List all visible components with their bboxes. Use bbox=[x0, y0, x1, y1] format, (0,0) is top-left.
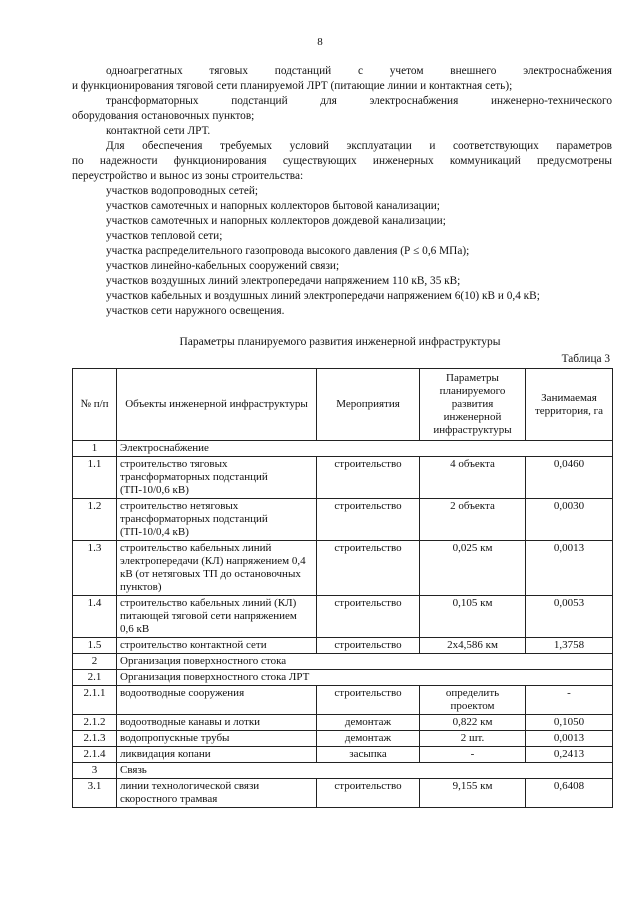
cell-num: 2.1 bbox=[73, 670, 117, 686]
header-num: № п/п bbox=[73, 369, 117, 441]
cell-area: 0,0460 bbox=[526, 457, 613, 499]
cell-area: 0,0053 bbox=[526, 596, 613, 638]
cell-section: Организация поверхностного стока bbox=[117, 654, 613, 670]
cell-num: 1.1 bbox=[73, 457, 117, 499]
table-row bbox=[73, 596, 613, 638]
table-row bbox=[73, 686, 613, 715]
cell-area: 0,2413 bbox=[526, 747, 613, 763]
list-item: участков кабельных и воздушных линий электропередачи напряжением 6(10) кВ и 0,4 кВ; bbox=[106, 290, 540, 302]
cell-params: 4 объекта bbox=[420, 457, 526, 499]
list-item: участков тепловой сети; bbox=[106, 230, 223, 242]
cell-object: водоотводные сооружения bbox=[117, 686, 317, 715]
cell-num: 1 bbox=[73, 441, 117, 457]
cell-object: строительство контактной сети bbox=[117, 638, 317, 654]
list-item: участков сети наружного освещения. bbox=[106, 305, 285, 317]
header-action: Мероприятия bbox=[317, 369, 420, 441]
cell-action: строительство bbox=[317, 541, 420, 596]
cell-params: - bbox=[420, 747, 526, 763]
paragraph: по надежности функционирования существующих инженерных коммуникаций предусмотрены bbox=[72, 155, 612, 167]
body-text bbox=[72, 64, 612, 319]
list-item: участков самотечных и напорных коллекторов дождевой канализации; bbox=[106, 215, 446, 227]
cell-area: 0,0013 bbox=[526, 541, 613, 596]
cell-num: 2.1.4 bbox=[73, 747, 117, 763]
cell-num: 1.3 bbox=[73, 541, 117, 596]
cell-action: строительство bbox=[317, 638, 420, 654]
table-row bbox=[73, 499, 613, 541]
table-section-row bbox=[73, 763, 613, 779]
header-params: Параметры планируемого развития инженерной инфраструктуры bbox=[420, 369, 526, 441]
cell-object: строительство кабельных линий (КЛ) питающей тяговой сети напряжением 0,6 кВ bbox=[117, 596, 317, 638]
table-row bbox=[73, 715, 613, 731]
page-number: 8 bbox=[317, 36, 323, 48]
cell-object: ликвидация копани bbox=[117, 747, 317, 763]
paragraph: трансформаторных подстанций для электроснабжения инженерно-технического bbox=[106, 95, 612, 107]
cell-object: линии технологической связи скоростного трамвая bbox=[117, 779, 317, 808]
list-item: участков самотечных и напорных коллекторов бытовой канализации; bbox=[106, 200, 440, 212]
cell-section: Организация поверхностного стока ЛРТ bbox=[117, 670, 613, 686]
list-item: участков воздушных линий электропередачи напряжением 110 кВ, 35 кВ; bbox=[106, 275, 461, 287]
table-section-row bbox=[73, 670, 613, 686]
cell-num: 1.2 bbox=[73, 499, 117, 541]
cell-object: строительство нетяговых трансформаторных подстанций (ТП-10/0,4 кВ) bbox=[117, 499, 317, 541]
cell-object: водопропускные трубы bbox=[117, 731, 317, 747]
cell-params: определить проектом bbox=[420, 686, 526, 715]
cell-area: 0,0013 bbox=[526, 731, 613, 747]
cell-object: строительство кабельных линий электропередачи (КЛ) напряжением 0,4 кВ (от нетяговых ТП до остановочных пунктов) bbox=[117, 541, 317, 596]
table-title: Параметры планируемого развития инженерной инфраструктуры bbox=[179, 336, 501, 348]
paragraph: оборудования остановочных пунктов; bbox=[72, 110, 255, 122]
table-header-row bbox=[73, 369, 613, 441]
cell-params: 2х4,586 км bbox=[420, 638, 526, 654]
table-section-row bbox=[73, 441, 613, 457]
cell-params: 0,025 км bbox=[420, 541, 526, 596]
cell-action: демонтаж bbox=[317, 715, 420, 731]
cell-num: 1.4 bbox=[73, 596, 117, 638]
header-object: Объекты инженерной инфраструктуры bbox=[117, 369, 317, 441]
cell-action: строительство bbox=[317, 457, 420, 499]
list-item: участка распределительного газопровода высокого давления (Р ≤ 0,6 МПа); bbox=[106, 245, 470, 257]
paragraph: переустройство и вынос из зоны строительства: bbox=[72, 170, 304, 182]
table-row bbox=[73, 779, 613, 808]
paragraph: одноагрегатных тяговых подстанций с учетом внешнего электроснабжения bbox=[106, 65, 612, 77]
cell-area: 0,1050 bbox=[526, 715, 613, 731]
cell-section: Связь bbox=[117, 763, 613, 779]
paragraph: Для обеспечения требуемых условий эксплуатации и соответствующих параметров bbox=[106, 140, 612, 152]
table-section-row bbox=[73, 654, 613, 670]
cell-num: 2.1.2 bbox=[73, 715, 117, 731]
table-row bbox=[73, 457, 613, 499]
cell-action: демонтаж bbox=[317, 731, 420, 747]
list-item: участков линейно-кабельных сооружений связи; bbox=[106, 260, 340, 272]
cell-num: 2 bbox=[73, 654, 117, 670]
cell-action: строительство bbox=[317, 686, 420, 715]
cell-params: 9,155 км bbox=[420, 779, 526, 808]
cell-num: 2.1.1 bbox=[73, 686, 117, 715]
cell-area: 0,6408 bbox=[526, 779, 613, 808]
cell-num: 3 bbox=[73, 763, 117, 779]
cell-num: 3.1 bbox=[73, 779, 117, 808]
cell-action: строительство bbox=[317, 779, 420, 808]
cell-action: строительство bbox=[317, 596, 420, 638]
cell-action: строительство bbox=[317, 499, 420, 541]
table-row bbox=[73, 638, 613, 654]
table-row bbox=[73, 731, 613, 747]
cell-object: водоотводные канавы и лотки bbox=[117, 715, 317, 731]
cell-area: 1,3758 bbox=[526, 638, 613, 654]
cell-action: засыпка bbox=[317, 747, 420, 763]
cell-params: 2 шт. bbox=[420, 731, 526, 747]
infrastructure-table bbox=[72, 368, 613, 808]
list-item: участков водопроводных сетей; bbox=[106, 185, 259, 197]
cell-params: 0,822 км bbox=[420, 715, 526, 731]
table-row bbox=[73, 747, 613, 763]
cell-object: строительство тяговых трансформаторных подстанций (ТП-10/0,6 кВ) bbox=[117, 457, 317, 499]
paragraph: и функционирования тяговой сети планируемой ЛРТ (питающие линии и контактная сеть); bbox=[72, 80, 513, 92]
paragraph: контактной сети ЛРТ. bbox=[106, 125, 211, 137]
cell-area: - bbox=[526, 686, 613, 715]
cell-num: 1.5 bbox=[73, 638, 117, 654]
cell-section: Электроснабжение bbox=[117, 441, 613, 457]
table-row bbox=[73, 541, 613, 596]
cell-num: 2.1.3 bbox=[73, 731, 117, 747]
cell-params: 0,105 км bbox=[420, 596, 526, 638]
table-label: Таблица 3 bbox=[561, 353, 610, 365]
cell-params: 2 объекта bbox=[420, 499, 526, 541]
header-area: Занимаемая территория, га bbox=[526, 369, 613, 441]
cell-area: 0,0030 bbox=[526, 499, 613, 541]
table-body bbox=[73, 441, 613, 808]
